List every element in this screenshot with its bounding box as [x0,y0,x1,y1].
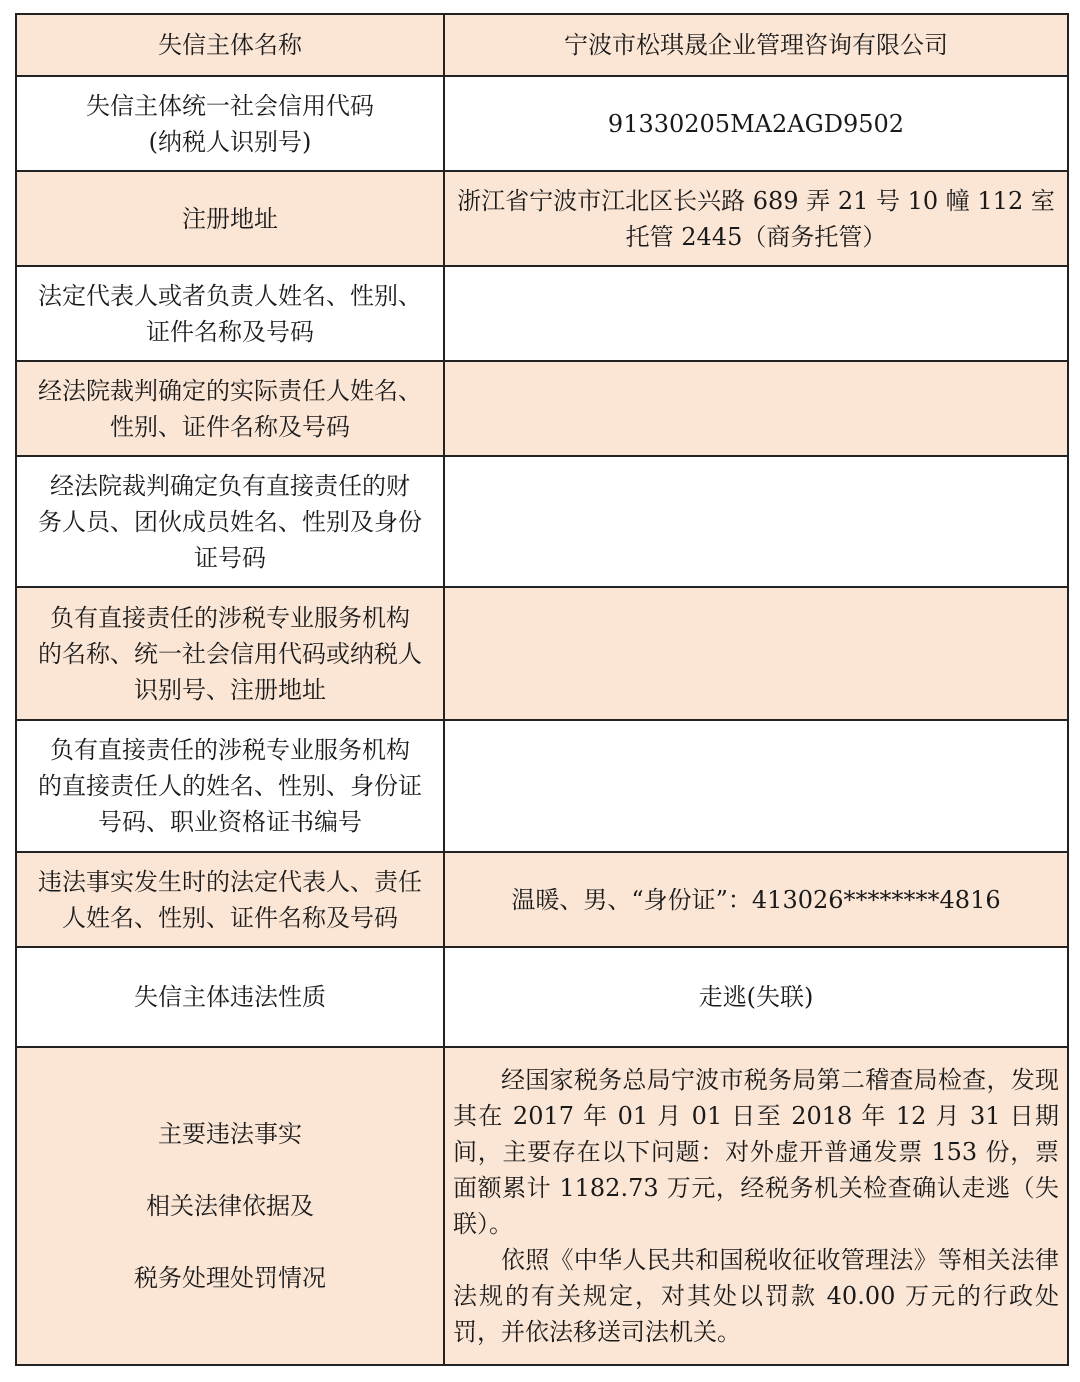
facts-paragraph: 经国家税务总局宁波市税务局第二稽查局检查，发现其在 2017 年 01 月 01 日至 2018 年 12 月 31 日期间，主要存在以下问题：对外虚开普通发票 153 份，票面额累计 1182.73 万元，经税务机关检查确认走逃（失联）。 [453,1066,1059,1238]
label-cell: 失信主体统一社会信用代码 (纳税人识别号) [16,76,444,171]
value-cell: 走逃(失联) [444,947,1068,1047]
value-cell: 宁波市松琪晟企业管理咨询有限公司 [444,14,1068,76]
row-tax-service-agency [16,587,1068,720]
label-cell: 负有直接责任的涉税专业服务机构 的名称、统一社会信用代码或纳税人 识别号、注册地址 [16,587,444,720]
row-agency-responsible-person [16,720,1068,852]
row-representative-at-violation [16,852,1068,947]
value-cell [444,266,1068,361]
row-registered-address [16,171,1068,266]
label-cell: 注册地址 [16,171,444,266]
value-cell: 91330205MA2AGD9502 [444,76,1068,171]
value-cell: 温暖、男、“身份证”：413026********4816 [444,852,1068,947]
value-cell: 浙江省宁波市江北区长兴路 689 弄 21 号 10 幢 112 室 托管 2445（商务托管） [444,171,1068,266]
penalty-paragraph: 依照《中华人民共和国税收征收管理法》等相关法律法规的有关规定，对其处以罚款 40.00 万元的行政处罚，并依法移送司法机关。 [453,1246,1059,1346]
label-cell: 违法事实发生时的法定代表人、责任 人姓名、性别、证件名称及号码 [16,852,444,947]
row-actual-responsible [16,361,1068,456]
label-cell: 主要违法事实 相关法律依据及 税务处理处罚情况 [16,1047,444,1365]
facts-cell [444,1047,1068,1365]
label-cell: 失信主体名称 [16,14,444,76]
row-main-facts [16,1047,1068,1365]
label-cell: 经法院裁判确定的实际责任人姓名、 性别、证件名称及号码 [16,361,444,456]
label-cell: 失信主体违法性质 [16,947,444,1047]
row-credit-code [16,76,1068,171]
value-cell [444,720,1068,852]
label-cell: 负有直接责任的涉税专业服务机构 的直接责任人的姓名、性别、身份证 号码、职业资格证书编号 [16,720,444,852]
value-cell [444,361,1068,456]
row-legal-representative [16,266,1068,361]
value-cell [444,456,1068,587]
credit-info-table [15,13,1069,1366]
label-cell: 经法院裁判确定负有直接责任的财 务人员、团伙成员姓名、性别及身份 证号码 [16,456,444,587]
value-cell [444,587,1068,720]
label-cell: 法定代表人或者负责人姓名、性别、 证件名称及号码 [16,266,444,361]
row-violation-nature [16,947,1068,1047]
row-finance-staff [16,456,1068,587]
row-subject-name [16,14,1068,76]
